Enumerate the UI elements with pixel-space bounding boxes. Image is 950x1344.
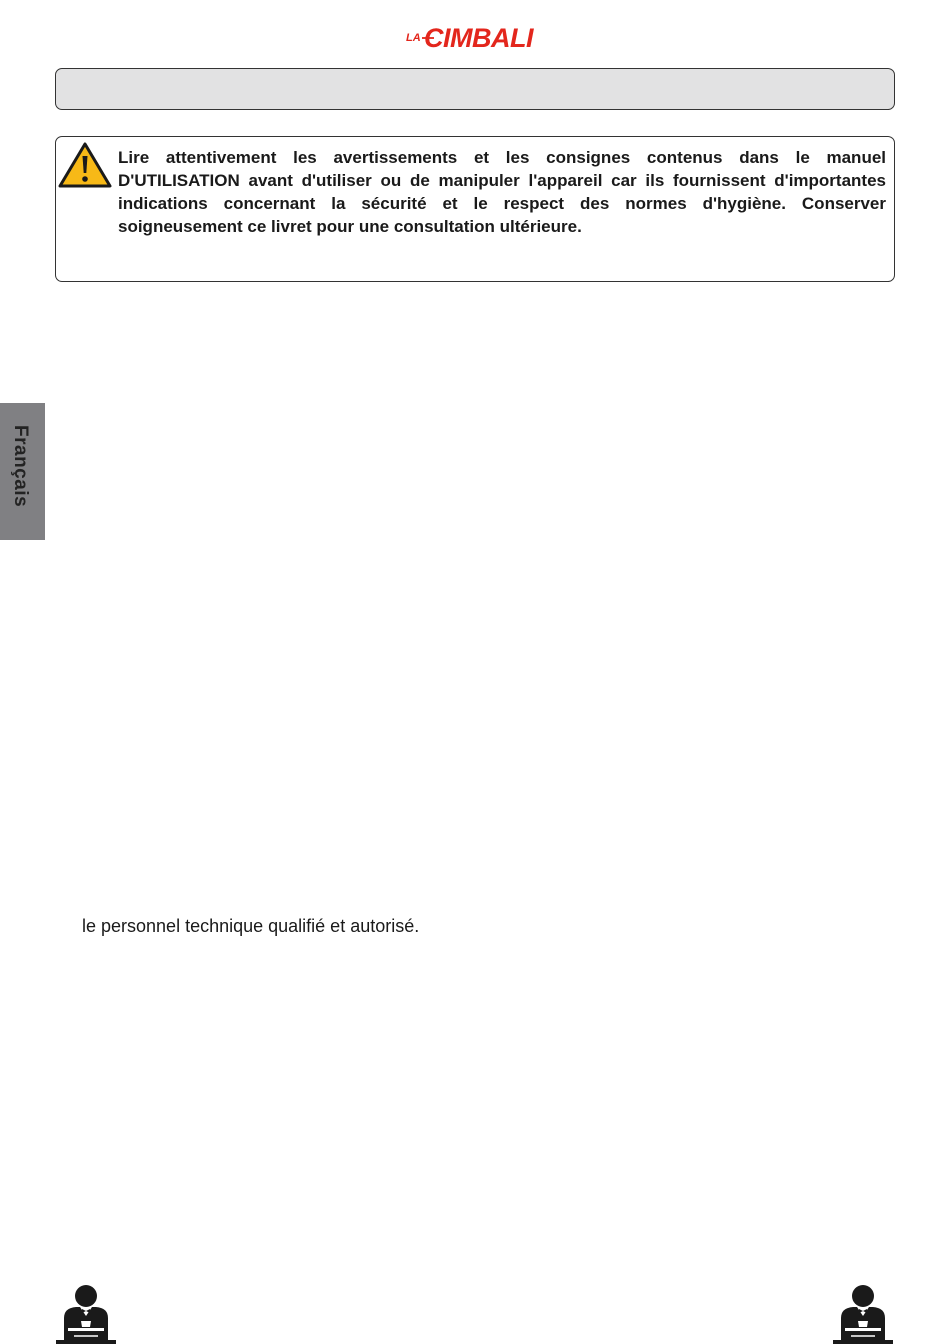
language-tab xyxy=(0,403,45,540)
la-cimbali-logo xyxy=(400,18,550,54)
body-text-line: le personnel technique qualifié et autorisé. xyxy=(82,916,420,936)
language-tab-label: Français xyxy=(10,425,31,508)
waiter-icon xyxy=(831,1284,895,1344)
svg-text:CIMBALI: CIMBALI xyxy=(424,23,533,53)
warning-text: Lire attentivement les avertissements et les consignes contenus dans le manuel D'UTILISATION avant d'utiliser ou de manipuler l'appareil car ils fournissent d'importantes indications concernant la sécurité et le respect des normes d'hygiène. Conserver soigneusement ce livret pour une consultation ultérieure. xyxy=(118,148,886,236)
svg-text:LA: LA xyxy=(406,32,421,44)
section-title-bar xyxy=(55,68,895,110)
warning-box xyxy=(55,136,895,282)
warning-triangle-icon xyxy=(58,141,112,189)
waiter-icon xyxy=(54,1284,118,1344)
